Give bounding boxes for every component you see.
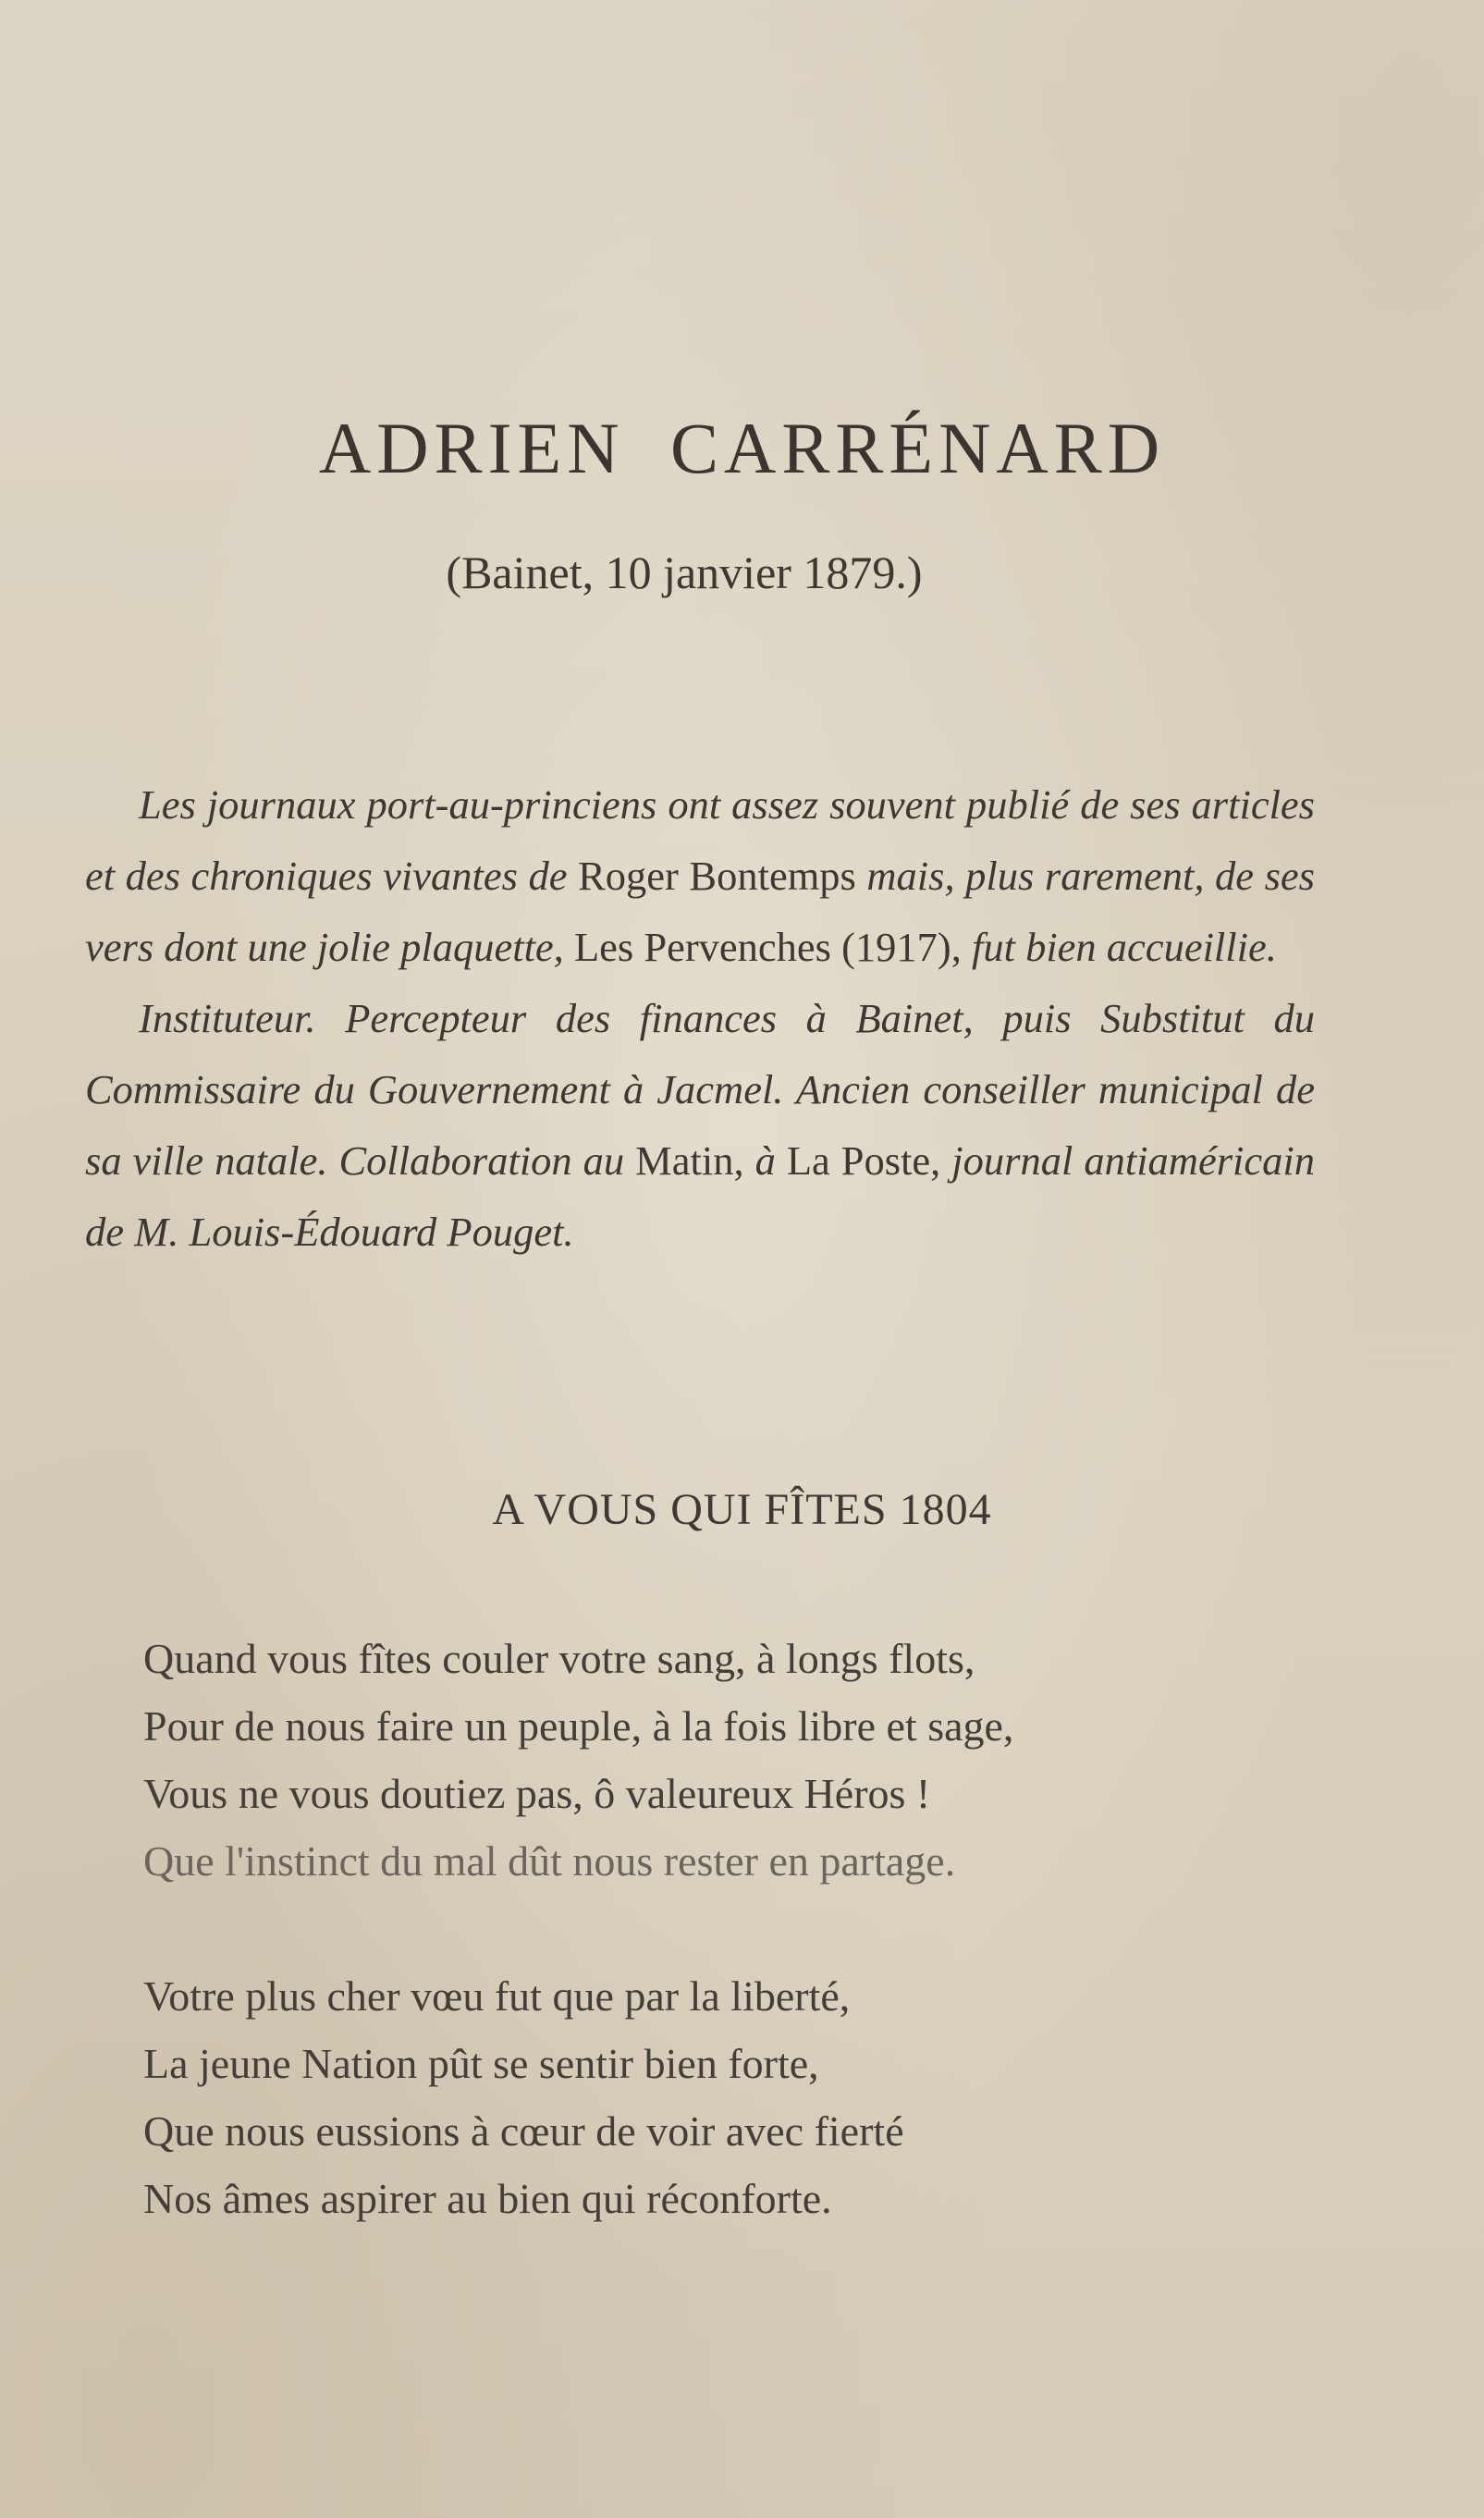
birth-info: (Bainet, 10 janvier 1879.) (446, 547, 923, 598)
bio-text: Instituteur. Percepteur des finances à Bainet, puis Substitut du Commissaire du Gouvernement à Jacmel. Ancien conseiller municipal de sa ville natale. Collaboration au (85, 995, 1315, 1184)
stanza (143, 1625, 1345, 1895)
newspaper-name: Matin, (635, 1137, 744, 1184)
verse-line: Vous ne vous doutiez pas, ô valeureux Héros ! (143, 1770, 931, 1817)
poem-title: A VOUS QUI FÎTES 1804 (492, 1485, 992, 1534)
verse-line: Que nous eussions à cœur de voir avec fierté (143, 2107, 904, 2155)
bio-text: journal antiaméricain de M. Louis-Édouard Pouget. (85, 1137, 1315, 1255)
verse-line: Votre plus cher vœu fut que par la liberté, (143, 1972, 851, 2020)
stanza (143, 1962, 1345, 2232)
pen-name: Roger Bontemps (578, 853, 856, 899)
newspaper-name: La Poste, (786, 1137, 941, 1184)
bio-paragraph-1 (85, 769, 1315, 983)
bio-text: à (743, 1137, 787, 1184)
verse-line: La jeune Nation pût se sentir bien forte, (143, 2040, 819, 2087)
bio-text: Les journaux port-au-princiens ont assez souvent publié de ses articles et des chroniques vivantes de (85, 781, 1315, 899)
poem (143, 1625, 1345, 2300)
bio-text: mais, plus rarement, de ses vers dont une jolie plaquette, (85, 853, 1315, 970)
bio-text: fut bien accueillie. (961, 924, 1277, 970)
biography (85, 769, 1315, 1268)
bio-paragraph-2 (85, 983, 1315, 1268)
book-title: Les Pervenches (1917), (573, 924, 962, 970)
verse-line: Quand vous fîtes couler votre sang, à longs flots, (143, 1635, 975, 1682)
verse-line: Pour de nous faire un peuple, à la fois libre et sage, (143, 1702, 1014, 1750)
author-name-heading: ADRIEN CARRÉNARD (318, 408, 1166, 488)
verse-line: Nos âmes aspirer au bien qui réconforte. (143, 2175, 832, 2222)
verse-line: Que l'instinct du mal dût nous rester en partage. (143, 1837, 956, 1885)
